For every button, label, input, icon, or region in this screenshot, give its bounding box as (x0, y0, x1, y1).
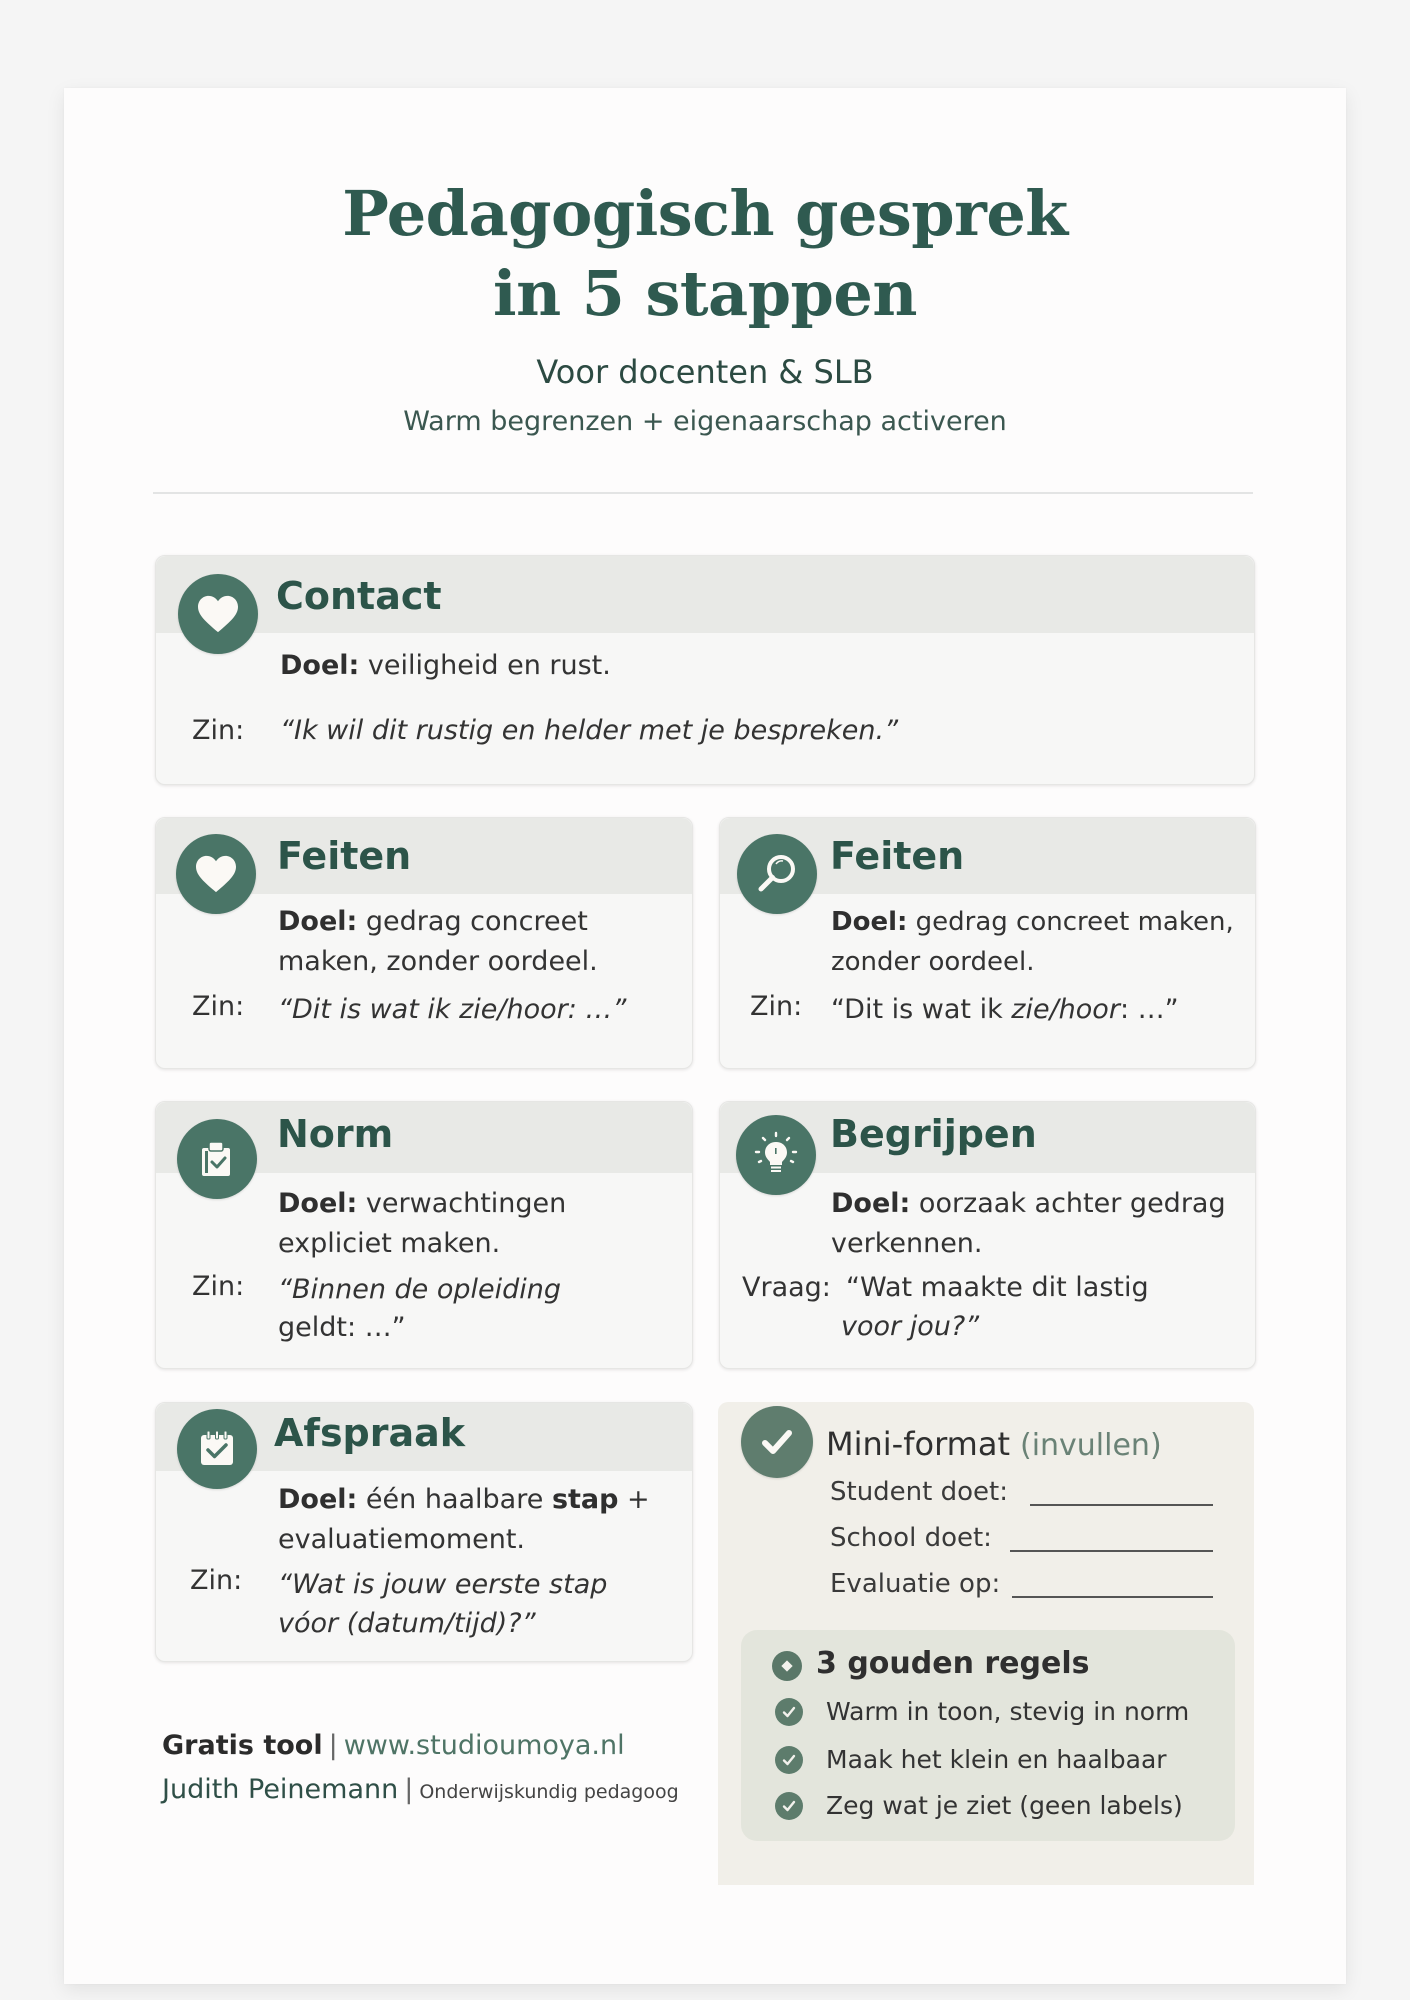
website-link[interactable]: www.studioumoya.nl (343, 1730, 625, 1761)
phrase-label: Vraag: (742, 1272, 831, 1303)
mini-format-hint: (invullen) (1019, 1428, 1162, 1463)
goal-label: Doel: (278, 1484, 358, 1515)
step-phrase-line2: voor jou?” (841, 1311, 980, 1342)
footer-line-1 (162, 1728, 625, 1764)
phrase-label: Zin: (192, 715, 245, 746)
step-title: Begrijpen (830, 1112, 1037, 1156)
goal-text: verwachtingen (365, 1188, 567, 1219)
step-goal-line2: expliciet maken. (278, 1228, 501, 1259)
step-phrase-line2: vóor (datum/tijd)?” (278, 1608, 536, 1639)
clipboard-check-icon (177, 1119, 257, 1199)
step-phrase-line1: “Wat maakte dit lastig (846, 1272, 1149, 1303)
goal-label: Doel: (831, 1188, 911, 1219)
step-goal-line1 (278, 1184, 566, 1224)
school-blank-line[interactable] (1010, 1550, 1213, 1552)
footer-tool-label: Gratis tool (162, 1730, 323, 1761)
step-goal-line2: verkennen. (831, 1228, 983, 1259)
step-phrase-line1: “Binnen de opleiding (278, 1274, 562, 1305)
goal-text: + (618, 1484, 650, 1515)
evaluatie-blank-line[interactable] (1012, 1596, 1213, 1598)
field-label: Evaluatie op: (830, 1569, 1001, 1599)
header-divider (153, 492, 1253, 494)
golden-rules-title: 3 gouden regels (816, 1646, 1090, 1681)
goal-text: gedrag concreet maken, (915, 907, 1234, 937)
page-tagline: Warm begrenzen + eigenaarschap activeren (403, 406, 1007, 437)
goal-label: Doel: (831, 907, 908, 937)
mini-format-label: Mini-format (826, 1425, 1010, 1463)
field-label: Student doet: (830, 1477, 1008, 1507)
check-bullet-icon (775, 1792, 803, 1820)
step-goal-line1 (278, 1480, 650, 1520)
footer-line-2 (162, 1772, 679, 1810)
step-phrase: “Dit is wat ik zie/hoor: …” (278, 994, 627, 1025)
phrase-label: Zin: (190, 1565, 243, 1596)
goal-emphasis: stap (551, 1484, 619, 1515)
diamond-bullet-icon (772, 1651, 802, 1681)
phrase-label: Zin: (192, 1271, 245, 1302)
heart-icon (176, 834, 256, 914)
step-goal-line2: evaluatiemoment. (278, 1524, 526, 1555)
step-title: Contact (276, 574, 442, 618)
author-name: Judith Peinemann (162, 1774, 399, 1805)
step-title: Afspraak (274, 1411, 466, 1455)
check-icon (741, 1406, 813, 1478)
step-title: Feiten (277, 834, 412, 878)
field-student[interactable] (830, 1474, 1008, 1510)
check-bullet-icon (775, 1746, 803, 1774)
goal-label: Doel: (280, 650, 360, 681)
step-goal-line1 (831, 902, 1234, 942)
heart-icon (178, 574, 258, 654)
check-bullet-icon (775, 1698, 803, 1726)
mini-format-title (826, 1422, 1162, 1468)
rule-item: Maak het klein en haalbaar (826, 1745, 1167, 1774)
page-title-line2: in 5 stappen (493, 257, 917, 330)
step-goal-line1 (278, 902, 588, 942)
lightbulb-icon (736, 1115, 816, 1195)
calendar-check-icon (177, 1409, 257, 1489)
page-subtitle: Voor docenten & SLB (536, 353, 874, 391)
step-goal-line2: zonder oordeel. (831, 947, 1035, 977)
goal-label: Doel: (278, 1188, 358, 1219)
phrase-text: : …” (1119, 994, 1179, 1025)
step-title: Norm (277, 1112, 394, 1156)
page-title-line1: Pedagogisch gesprek (342, 177, 1068, 250)
step-phrase: “Ik wil dit rustig en helder met je bespreken.” (280, 715, 899, 746)
phrase-text: “Dit is wat ik (831, 994, 1012, 1025)
goal-text: gedrag concreet (365, 906, 588, 937)
goal-label: Doel: (278, 906, 358, 937)
goal-text: één haalbare (365, 1484, 552, 1515)
step-phrase (831, 990, 1179, 1030)
rule-item: Zeg wat je ziet (geen labels) (826, 1791, 1183, 1820)
phrase-emphasis: zie/hoor (1011, 994, 1120, 1025)
field-evaluatie[interactable] (830, 1566, 1000, 1602)
author-role: Onderwijskundig pedagoog (419, 1781, 679, 1803)
footer-separator: | (328, 1730, 338, 1761)
magnifier-icon (737, 834, 817, 914)
golden-rules-box (741, 1630, 1235, 1841)
step-title: Feiten (830, 834, 965, 878)
step-card-contact (155, 555, 1255, 785)
step-goal (280, 646, 611, 686)
step-goal-line1 (831, 1184, 1226, 1224)
mini-format-panel (718, 1402, 1254, 1885)
rule-item: Warm in toon, stevig in norm (826, 1697, 1190, 1726)
step-goal-line2: maken, zonder oordeel. (278, 946, 598, 977)
phrase-label: Zin: (192, 991, 245, 1022)
footer-separator: | (404, 1774, 414, 1805)
phrase-label: Zin: (750, 991, 803, 1022)
step-phrase-line2: geldt: …” (278, 1312, 406, 1343)
student-blank-line[interactable] (1030, 1504, 1213, 1506)
field-label: School doet: (830, 1523, 992, 1553)
field-school[interactable] (830, 1520, 992, 1556)
step-phrase-line1: “Wat is jouw eerste stap (278, 1569, 608, 1600)
goal-text: oorzaak achter gedrag (918, 1188, 1226, 1219)
goal-text: veiligheid en rust. (367, 650, 611, 681)
